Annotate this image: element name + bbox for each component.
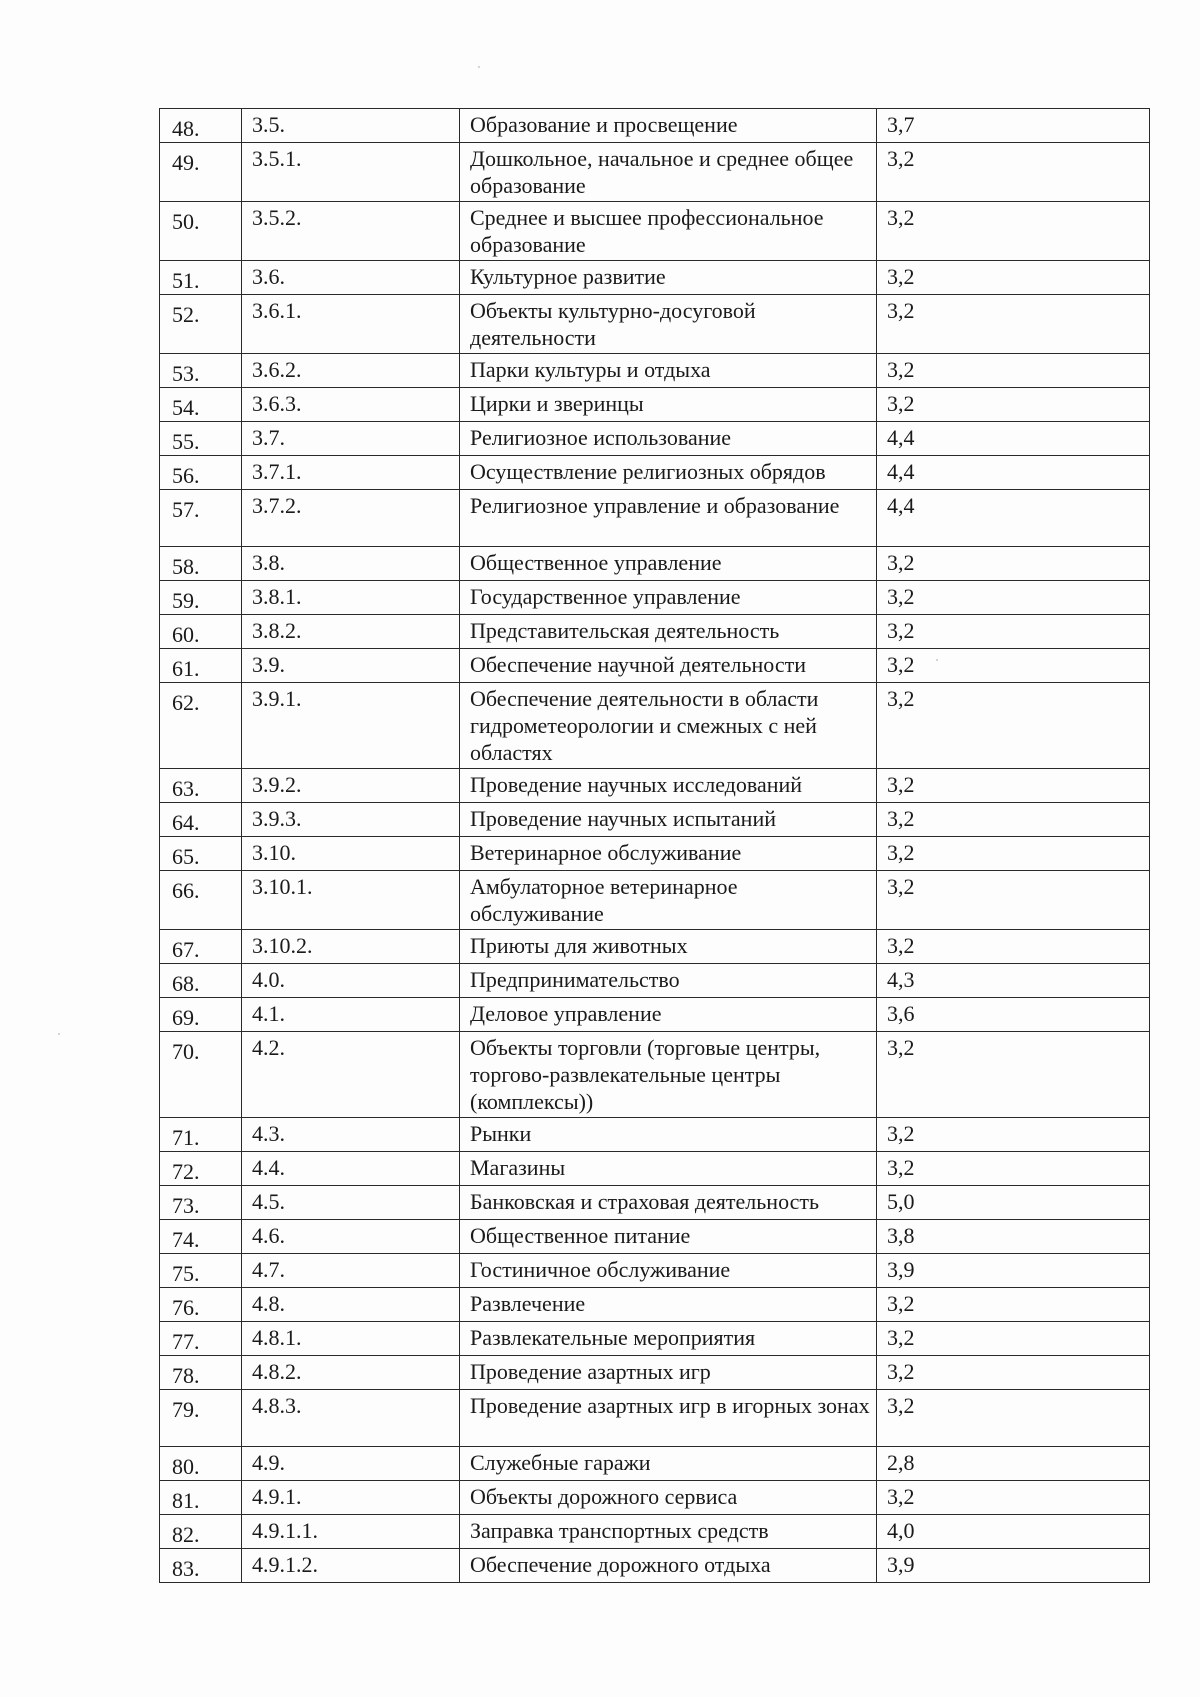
row-value: 4,3 <box>877 964 1150 998</box>
row-name: Осуществление религиозных обрядов <box>460 456 877 490</box>
table-row <box>160 1447 1150 1481</box>
table-row <box>160 1549 1150 1583</box>
row-value: 3,2 <box>877 547 1150 581</box>
row-value: 4,4 <box>877 456 1150 490</box>
row-name: Общественное питание <box>460 1220 877 1254</box>
row-value: 3,2 <box>877 803 1150 837</box>
table-row <box>160 1118 1150 1152</box>
row-number: 64. <box>160 803 242 837</box>
row-name: Объекты дорожного сервиса <box>460 1481 877 1515</box>
row-name: Проведение азартных игр в игорных зонах <box>460 1390 877 1447</box>
land-use-table <box>159 108 1150 1583</box>
row-code: 4.8. <box>242 1288 460 1322</box>
row-name: Религиозное управление и образование <box>460 490 877 547</box>
row-code: 4.9.1.2. <box>242 1549 460 1583</box>
row-value: 3,9 <box>877 1549 1150 1583</box>
row-name: Объекты торговли (торговые центры, торгово-развлекательные центры (комплексы)) <box>460 1032 877 1118</box>
row-number: 67. <box>160 930 242 964</box>
table-row <box>160 998 1150 1032</box>
table-row <box>160 1254 1150 1288</box>
row-value: 3,2 <box>877 1118 1150 1152</box>
row-value: 3,6 <box>877 998 1150 1032</box>
row-code: 3.7. <box>242 422 460 456</box>
row-name: Развлекательные мероприятия <box>460 1322 877 1356</box>
row-number: 48. <box>160 109 242 143</box>
row-code: 4.6. <box>242 1220 460 1254</box>
table-row <box>160 1322 1150 1356</box>
row-number: 70. <box>160 1032 242 1118</box>
row-value: 3,2 <box>877 930 1150 964</box>
row-number: 76. <box>160 1288 242 1322</box>
row-code: 4.9. <box>242 1447 460 1481</box>
row-code: 4.4. <box>242 1152 460 1186</box>
table-row <box>160 1356 1150 1390</box>
table-row <box>160 1032 1150 1118</box>
row-code: 3.5. <box>242 109 460 143</box>
row-number: 83. <box>160 1549 242 1583</box>
table-row <box>160 143 1150 202</box>
row-name: Проведение научных испытаний <box>460 803 877 837</box>
row-name: Заправка транспортных средств <box>460 1515 877 1549</box>
row-name: Объекты культурно-досуговой деятельности <box>460 295 877 354</box>
row-code: 3.9.1. <box>242 683 460 769</box>
scan-speck <box>478 66 480 68</box>
table-row <box>160 547 1150 581</box>
row-code: 3.9. <box>242 649 460 683</box>
table-row <box>160 649 1150 683</box>
row-number: 73. <box>160 1186 242 1220</box>
row-number: 81. <box>160 1481 242 1515</box>
row-value: 3,2 <box>877 202 1150 261</box>
row-number: 69. <box>160 998 242 1032</box>
row-number: 49. <box>160 143 242 202</box>
table-row <box>160 683 1150 769</box>
row-name: Образование и просвещение <box>460 109 877 143</box>
row-number: 75. <box>160 1254 242 1288</box>
row-number: 72. <box>160 1152 242 1186</box>
row-number: 56. <box>160 456 242 490</box>
row-code: 3.8. <box>242 547 460 581</box>
table-row <box>160 871 1150 930</box>
row-name: Амбулаторное ветеринарное обслуживание <box>460 871 877 930</box>
row-name: Проведение азартных игр <box>460 1356 877 1390</box>
row-code: 3.10. <box>242 837 460 871</box>
row-number: 54. <box>160 388 242 422</box>
row-value: 3,2 <box>877 649 1150 683</box>
row-number: 59. <box>160 581 242 615</box>
row-number: 60. <box>160 615 242 649</box>
table-row <box>160 769 1150 803</box>
row-value: 3,2 <box>877 261 1150 295</box>
table-row <box>160 422 1150 456</box>
row-number: 68. <box>160 964 242 998</box>
row-value: 3,2 <box>877 354 1150 388</box>
table-row <box>160 1152 1150 1186</box>
row-number: 52. <box>160 295 242 354</box>
table-row <box>160 1481 1150 1515</box>
row-code: 3.6.3. <box>242 388 460 422</box>
table-row <box>160 930 1150 964</box>
row-code: 3.8.1. <box>242 581 460 615</box>
row-value: 3,2 <box>877 1481 1150 1515</box>
row-number: 57. <box>160 490 242 547</box>
row-value: 3,2 <box>877 295 1150 354</box>
row-value: 3,2 <box>877 1322 1150 1356</box>
row-code: 4.2. <box>242 1032 460 1118</box>
scan-speck <box>58 1033 60 1035</box>
row-code: 4.0. <box>242 964 460 998</box>
row-code: 4.1. <box>242 998 460 1032</box>
row-code: 3.8.2. <box>242 615 460 649</box>
row-name: Обеспечение деятельности в области гидрометеорологии и смежных с ней областях <box>460 683 877 769</box>
row-name: Ветеринарное обслуживание <box>460 837 877 871</box>
row-code: 4.8.2. <box>242 1356 460 1390</box>
row-code: 3.5.2. <box>242 202 460 261</box>
row-name: Служебные гаражи <box>460 1447 877 1481</box>
row-value: 3,7 <box>877 109 1150 143</box>
row-name: Проведение научных исследований <box>460 769 877 803</box>
row-code: 3.7.2. <box>242 490 460 547</box>
row-code: 4.5. <box>242 1186 460 1220</box>
row-code: 4.9.1.1. <box>242 1515 460 1549</box>
row-value: 3,2 <box>877 1032 1150 1118</box>
table-row <box>160 202 1150 261</box>
row-code: 4.8.1. <box>242 1322 460 1356</box>
row-name: Культурное развитие <box>460 261 877 295</box>
row-name: Цирки и зверинцы <box>460 388 877 422</box>
row-name: Гостиничное обслуживание <box>460 1254 877 1288</box>
row-number: 78. <box>160 1356 242 1390</box>
row-number: 71. <box>160 1118 242 1152</box>
row-number: 79. <box>160 1390 242 1447</box>
table-row <box>160 1220 1150 1254</box>
row-name: Банковская и страховая деятельность <box>460 1186 877 1220</box>
row-number: 74. <box>160 1220 242 1254</box>
row-code: 4.8.3. <box>242 1390 460 1447</box>
row-name: Рынки <box>460 1118 877 1152</box>
table-row <box>160 456 1150 490</box>
table-row <box>160 964 1150 998</box>
row-value: 3,2 <box>877 581 1150 615</box>
row-value: 3,2 <box>877 1288 1150 1322</box>
row-name: Представительская деятельность <box>460 615 877 649</box>
table-row <box>160 837 1150 871</box>
row-number: 82. <box>160 1515 242 1549</box>
row-number: 62. <box>160 683 242 769</box>
table-row <box>160 354 1150 388</box>
table-row <box>160 109 1150 143</box>
row-code: 3.7.1. <box>242 456 460 490</box>
row-code: 4.3. <box>242 1118 460 1152</box>
table-row <box>160 803 1150 837</box>
row-name: Обеспечение научной деятельности <box>460 649 877 683</box>
row-code: 3.5.1. <box>242 143 460 202</box>
table-row <box>160 581 1150 615</box>
row-value: 3,2 <box>877 1152 1150 1186</box>
row-name: Предпринимательство <box>460 964 877 998</box>
row-number: 66. <box>160 871 242 930</box>
table-row <box>160 1186 1150 1220</box>
row-value: 2,8 <box>877 1447 1150 1481</box>
row-name: Приюты для животных <box>460 930 877 964</box>
row-code: 3.10.2. <box>242 930 460 964</box>
row-number: 51. <box>160 261 242 295</box>
row-number: 65. <box>160 837 242 871</box>
row-value: 3,2 <box>877 769 1150 803</box>
table-row <box>160 1515 1150 1549</box>
table-row <box>160 615 1150 649</box>
row-name: Деловое управление <box>460 998 877 1032</box>
table-body <box>160 109 1150 1583</box>
row-code: 3.6. <box>242 261 460 295</box>
row-name: Обеспечение дорожного отдыха <box>460 1549 877 1583</box>
row-number: 61. <box>160 649 242 683</box>
table-row <box>160 490 1150 547</box>
row-name: Государственное управление <box>460 581 877 615</box>
row-code: 4.7. <box>242 1254 460 1288</box>
row-number: 63. <box>160 769 242 803</box>
table-row <box>160 295 1150 354</box>
row-value: 3,9 <box>877 1254 1150 1288</box>
row-code: 3.9.2. <box>242 769 460 803</box>
row-number: 53. <box>160 354 242 388</box>
row-value: 3,2 <box>877 837 1150 871</box>
row-value: 3,2 <box>877 1390 1150 1447</box>
row-name: Развлечение <box>460 1288 877 1322</box>
table-row <box>160 261 1150 295</box>
row-number: 50. <box>160 202 242 261</box>
row-number: 58. <box>160 547 242 581</box>
row-code: 3.6.2. <box>242 354 460 388</box>
row-value: 3,2 <box>877 683 1150 769</box>
row-value: 3,2 <box>877 871 1150 930</box>
row-value: 3,2 <box>877 143 1150 202</box>
row-number: 55. <box>160 422 242 456</box>
table-row <box>160 1288 1150 1322</box>
row-code: 3.9.3. <box>242 803 460 837</box>
row-name: Магазины <box>460 1152 877 1186</box>
row-code: 3.6.1. <box>242 295 460 354</box>
row-name: Среднее и высшее профессиональное образование <box>460 202 877 261</box>
row-number: 80. <box>160 1447 242 1481</box>
row-value: 4,4 <box>877 490 1150 547</box>
row-value: 5,0 <box>877 1186 1150 1220</box>
row-code: 3.10.1. <box>242 871 460 930</box>
row-value: 3,2 <box>877 388 1150 422</box>
row-value: 4,4 <box>877 422 1150 456</box>
row-code: 4.9.1. <box>242 1481 460 1515</box>
row-name: Дошкольное, начальное и среднее общее образование <box>460 143 877 202</box>
table-row <box>160 1390 1150 1447</box>
row-value: 3,8 <box>877 1220 1150 1254</box>
row-value: 3,2 <box>877 1356 1150 1390</box>
row-name: Общественное управление <box>460 547 877 581</box>
table-row <box>160 388 1150 422</box>
row-name: Религиозное использование <box>460 422 877 456</box>
row-name: Парки культуры и отдыха <box>460 354 877 388</box>
row-value: 4,0 <box>877 1515 1150 1549</box>
row-value: 3,2 <box>877 615 1150 649</box>
row-number: 77. <box>160 1322 242 1356</box>
